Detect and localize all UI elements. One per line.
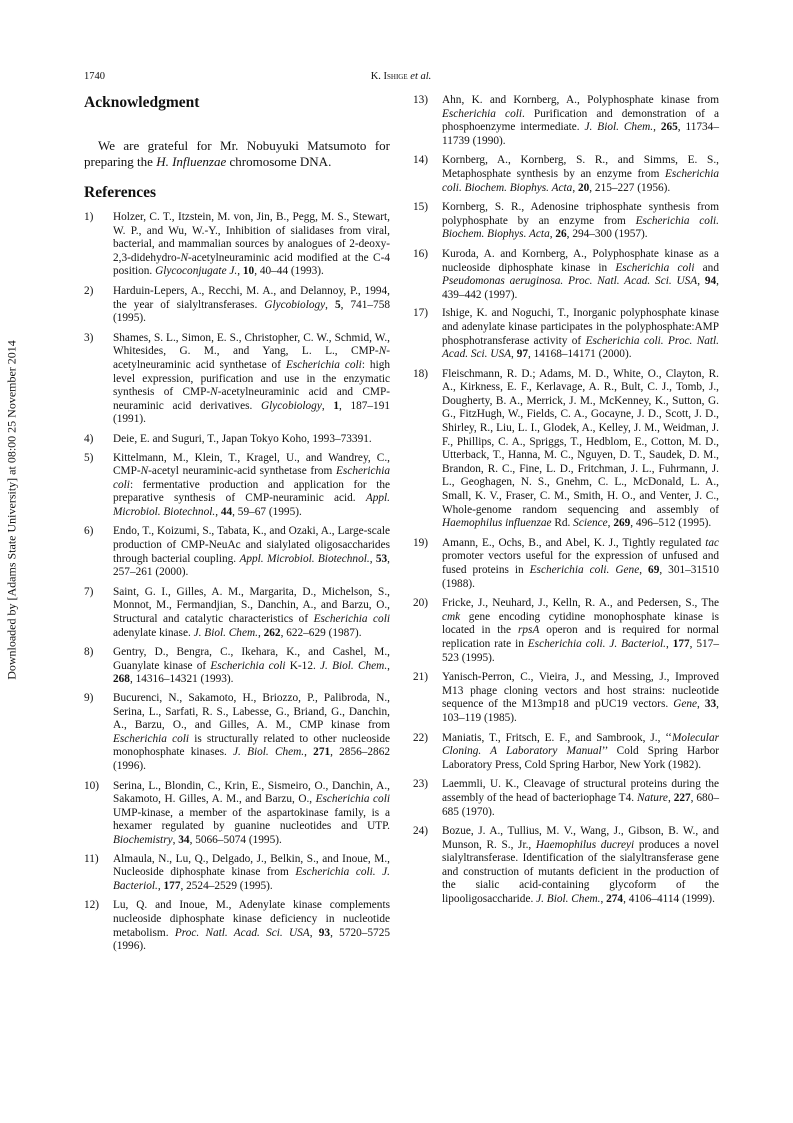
reference-volume: 94: [704, 275, 717, 288]
reference-number: 24): [413, 825, 429, 838]
reference-text: , 215–227 (1956).: [589, 181, 671, 194]
reference-text: is structurally related to other nucleoside monophosphate kinases.: [113, 732, 390, 759]
reference-text: Bucurenci, N., Sakamoto, H., Briozzo, P., Palibroda, N., Serina, L., Sarfati, R. S., Labesse, G., Briand, G., Danchin, A., Barzu, O., and Gilles, A. M., CMP kinase from: [113, 692, 390, 732]
reference-item: [84, 211, 390, 279]
reference-item: [413, 537, 719, 591]
reference-item: [413, 201, 719, 242]
reference-text: , 680–685 (1970).: [442, 791, 719, 818]
reference-number: 14): [413, 154, 429, 167]
reference-text: , 5720–5725 (1996).: [113, 926, 390, 953]
reference-text: , 622–629 (1987).: [280, 626, 362, 639]
reference-text: ,: [697, 698, 705, 711]
reference-text: K-12.: [285, 659, 321, 672]
reference-text: : fermentative production and application for the preparative synthesis of CMP-neuraminic acid.: [113, 478, 390, 505]
reference-italic-text: Escherichia coli: [210, 659, 286, 672]
reference-item: [84, 646, 390, 687]
reference-italic-text: Haemophilus influenzae: [442, 517, 552, 530]
reference-text: , 187–191 (1991).: [113, 399, 390, 426]
reference-volume: 69: [648, 564, 660, 576]
reference-text: -acetyl neuraminic-acid synthetase from: [148, 465, 337, 478]
reference-italic-text: N: [210, 386, 218, 399]
reference-volume: 177: [163, 879, 181, 892]
reference-list-left: [84, 211, 390, 954]
reference-text: , 14168–14171 (2000).: [527, 348, 632, 361]
reference-italic-text: N: [378, 345, 387, 358]
reference-number: 16): [413, 247, 429, 260]
reference-text: , 301–31510 (1988).: [442, 564, 720, 590]
reference-text: Fricke, J., Neuhard, J., Kelln, R. A., and Pedersen, S., The: [442, 597, 719, 610]
reference-text: ,: [325, 298, 335, 311]
reference-text: Harduin-Lepers, A., Recchi, M. A., and Delannoy, P., 1994, the year of sialyltransferases.: [113, 284, 390, 311]
reference-text: ,: [309, 926, 319, 939]
reference-italic-text: Escherichia coli: [285, 358, 362, 371]
reference-text: ,: [157, 879, 164, 892]
reference-item: [84, 692, 390, 774]
reference-italic-text: Pseudomonas aeruginosa. Proc. Natl. Acad. Sci. USA: [442, 275, 698, 288]
reference-text: , 741–758 (1995).: [113, 298, 390, 325]
reference-text: -acetylneuraminic acid modified at the C-4 position.: [113, 251, 390, 278]
reference-italic-text: J. Biol. Chem.: [193, 626, 258, 639]
reference-volume: 33: [704, 698, 717, 711]
reference-number: 9): [84, 692, 94, 704]
reference-italic-text: Escherichia coli: [113, 732, 190, 745]
running-head-author: K. Ishige: [370, 71, 408, 82]
running-header: [84, 71, 718, 85]
reference-number: 2): [84, 284, 94, 297]
reference-italic-text: Escherichia coli. Proc. Natl. Acad. Sci. USA: [442, 334, 719, 361]
reference-text: ,: [172, 833, 179, 846]
reference-volume: 97: [516, 348, 528, 361]
running-head: [84, 71, 718, 82]
reference-text: ,: [215, 505, 221, 518]
reference-text: Maniatis, T., Fritsch, E. F., and Sambrook, J., ‘‘: [442, 731, 672, 744]
reference-text: adenylate kinase.: [113, 626, 194, 639]
reference-text: ,: [667, 791, 674, 804]
reference-text: Shames, S. L., Simon, E. S., Christopher, C. W., Schmid, W., Whitesides, G. M., and Yang, L. L., CMP-: [113, 331, 390, 358]
reference-volume: 274: [606, 893, 624, 906]
reference-text: ,: [257, 626, 264, 639]
reference-italic-text: Escherichia coli: [113, 465, 390, 491]
reference-text: Deie, E. and Suguri, T., Japan Tokyo Koho, 1993–73391.: [113, 432, 372, 445]
reference-italic-text: J. Biol. Chem.: [320, 659, 388, 672]
reference-text: Kornberg, A., Kornberg, S. R., and Simms, E. S., Metaphosphate synthesis by an enzyme from: [442, 154, 719, 180]
reference-item: [84, 899, 390, 953]
reference-volume: 177: [672, 637, 690, 650]
reference-text: produces a novel sialyltransferase. Identification of the sialyltransferase gene and construction of mutants deficient in the production of the sialic acid-containing glycoform of the lipooligosaccharide.: [442, 838, 719, 906]
reference-item: [84, 780, 390, 848]
reference-italic-text: N: [180, 251, 188, 264]
reference-text: -acetylneuraminic acid synthetase of: [113, 345, 390, 371]
reference-volume: 265: [660, 121, 678, 134]
reference-volume: 53: [375, 552, 388, 565]
reference-italic-text: Proc. Natl. Acad. Sci. USA: [174, 926, 310, 939]
reference-text: Gentry, D., Bengra, C., Ikehara, K., and Cashel, M., Guanylate kinase of: [113, 646, 390, 672]
reference-number: 10): [84, 779, 100, 792]
reference-text: -acetylneuraminic acid and CMP-neuraminic acid derivatives.: [113, 386, 390, 412]
reference-text: ,: [600, 893, 607, 906]
reference-italic-text: Appl. Microbiol. Biotechnol.: [113, 492, 390, 518]
reference-item: [84, 285, 390, 326]
reference-text: Ishige, K. and Noguchi, T., Inorganic polyphosphate kinase and adenylate kinase participates in the polyphosphate:AMP phosphotransferase activity of: [442, 307, 719, 347]
acknowledgment-text-b: chromosome DNA.: [226, 154, 332, 169]
reference-volume: 262: [263, 626, 281, 639]
reference-list-right: [413, 94, 719, 907]
reference-italic-text: Escherichia coli. Gene: [529, 564, 640, 576]
reference-item: [413, 597, 719, 665]
reference-text: ,: [639, 564, 649, 576]
reference-italic-text: Science: [573, 517, 608, 530]
reference-number: 12): [84, 899, 100, 912]
reference-text: Lu, Q. and Inoue, M., Adenylate kinase complements nucleoside diphosphate kinase deficiency in nucleotide metabolism.: [113, 899, 390, 939]
reference-italic-text: cmk: [442, 610, 461, 623]
reference-italic-text: Appl. Microbiol. Biotechnol.: [239, 552, 370, 565]
reference-text: Kittelmann, M., Klein, T., Kragel, U., and Wandrey, C., CMP-: [113, 451, 390, 478]
reference-number: 19): [413, 536, 429, 549]
reference-text: Almaula, N., Lu, Q., Delgado, J., Belkin, S., and Inoue, M., Nucleoside diphosphate kinase from: [113, 852, 390, 879]
acknowledgment-text: [84, 138, 390, 170]
reference-item: [413, 671, 719, 725]
reference-italic-text: Biochemistry: [113, 833, 173, 846]
reference-text: Saint, G. I., Gilles, A. M., Margarita, D., Michelson, S., Monnot, M., Fermandjian, S., Danchin, A., and Barzu, O., Structural and catalytic characteristics of: [113, 585, 390, 626]
reference-number: 1): [84, 211, 94, 223]
reference-text: , 294–300 (1957).: [566, 228, 648, 241]
reference-italic-text: Glycobiology: [264, 298, 326, 311]
reference-text: ,: [321, 399, 334, 412]
acknowledgment-organism: H. Influenzae: [156, 154, 227, 169]
reference-text: Kornberg, S. R., Adenosine triphosphate synthesis from polyphosphate by an enzyme from: [442, 201, 719, 227]
reference-item: [413, 368, 719, 531]
reference-italic-text: Escherichia coli. Biochem. Biophys. Acta: [442, 167, 719, 194]
reference-text: Ahn, K. and Kornberg, A., Polyphosphate kinase from: [442, 94, 719, 106]
download-notice: [3, 0, 21, 1123]
reference-text: Fleischmann, R. D.; Adams, M. D., White, O., Clayton, R. A., Kirkness, E. F., Kerlavage, A. R., Bult, C. J., Tomb, J., Dougherty, B. A., Merrick, J. M., McKenney, K., Sutton, G. G., FitzHugh, W., Fields, C. A., Gocayne, J. D., Scott, J. D., Shirley, R., Liu, L. I., Glodek, A., Kelley, J. M., Weidman, J. F., Phillips, C. A., Spriggs, T., Hedblom, E., Cotton, M. D., Utterback, T., Hanna, M. C., Nguyen, D. T., Saudek, D. M., Brandon, R. C., Fine, L. D., Fritchman, J. L., Fuhrmann, J. L., Geoghagen, N. S., Gnehm, C. L., McDonald, L. A., Small, K. V., Fraser, C. M., Smith, H. O., and Venter, J. C., Whole-genome random sequencing and assembly of: [442, 367, 719, 516]
reference-text: , 11734–11739 (1990).: [442, 121, 719, 147]
reference-text: ,: [304, 746, 314, 759]
reference-item: [413, 154, 719, 195]
reference-italic-text: J. Biol. Chem.: [233, 746, 305, 759]
reference-italic-text: Glycobiology: [260, 399, 322, 412]
reference-text: ,: [237, 265, 243, 278]
reference-text: Rd.: [551, 517, 574, 530]
reference-item: [84, 452, 390, 520]
reference-item: [413, 778, 719, 819]
reference-number: 4): [84, 432, 94, 445]
reference-italic-text: tac: [705, 536, 719, 549]
reference-volume: 20: [577, 181, 590, 194]
reference-item: [84, 853, 390, 894]
reference-text: gene encoding cytidine monophosphate kinase is located in the: [442, 610, 719, 637]
reference-text: ,: [511, 348, 517, 361]
reference-number: 20): [413, 597, 429, 610]
reference-item: [413, 307, 719, 361]
reference-text: ,: [572, 181, 578, 194]
reference-italic-text: Nature: [636, 791, 668, 804]
reference-text: Yanisch-Perron, C., Vieira, J., and Messing, J., Improved M13 phage cloning vectors and host strains: nucleotide sequence of the M13mp18 and pUC19 vectors.: [442, 671, 719, 711]
reference-volume: 227: [673, 791, 691, 804]
references-heading: References: [84, 184, 157, 201]
reference-text: , 439–442 (1997).: [442, 275, 719, 301]
reference-text: Serina, L., Blondin, C., Krin, E., Sismeiro, O., Danchin, A., Sakamoto, H. Gilles, A. M., and Barzu, O.,: [113, 779, 390, 806]
reference-item: [413, 248, 719, 302]
reference-number: 15): [413, 201, 429, 214]
reference-italic-text: Escherichia coli: [615, 261, 695, 274]
reference-volume: 1: [333, 399, 339, 412]
reference-italic-text: J. Biol. Chem.: [584, 121, 654, 134]
reference-text: . Purification and demonstration of a phosphoenzyme intermediate.: [442, 107, 719, 134]
reference-text: ,: [697, 275, 705, 288]
reference-text: Holzer, C. T., Itzstein, M. von, Jin, B., Pegg, M. S., Stewart, W. P., and Wu, W.-Y., Inhibition of sialidases from viral, bacterial, and mammalian sources by analogues of 2-deoxy-2,3-didehydro-: [113, 211, 390, 264]
reference-text: , 4106–4114 (1999).: [623, 893, 715, 906]
reference-item: [84, 586, 390, 640]
reference-italic-text: Molecular Cloning. A Laboratory Manual: [442, 731, 719, 758]
reference-volume: 5: [334, 298, 341, 311]
acknowledgment-text-a: We are grateful for Mr. Nobuyuki Matsumoto for preparing the: [84, 138, 390, 169]
reference-text: promoter vectors useful for the expression of unfused and fused proteins in: [442, 550, 719, 576]
reference-italic-text: Haemophilus ducreyi: [535, 838, 635, 851]
reference-text: , 2856–2862 (1996).: [113, 746, 390, 772]
reference-text: ,: [387, 659, 390, 672]
reference-item: [84, 433, 390, 447]
reference-text: , 2524–2529 (1995).: [180, 879, 273, 892]
reference-text: ,: [665, 637, 673, 650]
reference-volume: 93: [318, 926, 331, 939]
reference-volume: 44: [220, 505, 233, 518]
reference-text: ,: [607, 517, 614, 530]
reference-text: ,: [549, 228, 556, 241]
reference-number: 23): [413, 778, 429, 791]
reference-number: 22): [413, 731, 429, 744]
reference-italic-text: Escherichia coli: [313, 613, 390, 626]
reference-text: and: [694, 261, 719, 274]
reference-italic-text: Escherichia coli. Biochem. Biophys. Acta: [442, 214, 720, 241]
reference-text: Amann, E., Ochs, B., and Abel, K. J., Tightly regulated: [442, 536, 706, 549]
left-column: [84, 94, 390, 960]
reference-volume: 10: [242, 265, 255, 278]
reference-volume: 271: [313, 746, 331, 759]
reference-text: ’’ Cold Spring Harbor Laboratory Press, Cold Spring Harbor, New York (1982).: [442, 745, 719, 771]
reference-number: 5): [84, 451, 94, 464]
reference-volume: 269: [613, 517, 631, 530]
reference-number: 21): [413, 671, 429, 684]
reference-number: 8): [84, 646, 94, 659]
reference-text: ,: [369, 552, 376, 565]
reference-text: Kuroda, A. and Kornberg, A., Polyphosphate kinase as a nucleoside diphosphate kinase in: [442, 247, 719, 274]
reference-text: operon and is required for normal replication rate in: [442, 624, 719, 650]
reference-italic-text: J. Biol. Chem.: [536, 893, 601, 906]
reference-volume: 268: [113, 673, 130, 686]
reference-item: [84, 525, 390, 579]
reference-italic-text: Escherichia coli: [315, 793, 390, 806]
page-number: 1740: [84, 71, 105, 82]
reference-number: 17): [413, 307, 429, 320]
reference-italic-text: Escherichia coli: [442, 107, 522, 120]
reference-number: 3): [84, 331, 94, 344]
reference-italic-text: Escherichia coli. J. Bacteriol.: [113, 866, 391, 892]
reference-number: 7): [84, 585, 94, 598]
reference-item: [84, 332, 390, 427]
reference-number: 11): [84, 852, 99, 865]
reference-volume: 26: [555, 228, 567, 241]
reference-text: Bozue, J. A., Tullius, M. V., Wang, J., Gibson, B. W., and Munson, R. S., Jr.,: [442, 825, 719, 851]
right-column: [413, 94, 719, 913]
reference-volume: 34: [178, 833, 190, 846]
reference-number: 6): [84, 525, 94, 538]
reference-number: 18): [413, 367, 429, 380]
reference-text: ,: [653, 121, 661, 134]
reference-text: UMP-kinase, a member of the aspartokinase family, is a hexamer regulated by guanine nucleotides and UTP.: [113, 806, 390, 833]
reference-text: Endo, T., Koizumi, S., Tabata, K., and Ozaki, A., Large-scale production of CMP-NeuAc and sialylated oligosaccharides through bacterial coupling.: [113, 525, 390, 565]
reference-number: 13): [413, 94, 429, 106]
reference-text: , 517–523 (1995).: [442, 637, 719, 664]
reference-text: : high level expression, purification and use in the enzymatic synthesis of CMP-: [113, 358, 390, 399]
reference-text: , 14316–14321 (1993).: [129, 673, 234, 686]
reference-text: , 103–119 (1985).: [442, 698, 719, 724]
reference-italic-text: N: [140, 465, 149, 478]
reference-italic-text: Glycoconjugate J.: [155, 265, 238, 278]
download-notice-text: Downloaded by [Adams State University] at 08:00 25 November 2014: [4, 340, 19, 680]
reference-italic-text: rpsA: [518, 624, 540, 637]
reference-text: , 496–512 (1995).: [630, 517, 712, 530]
reference-item: [413, 732, 719, 773]
reference-italic-text: Escherichia coli. J. Bacteriol.: [527, 637, 666, 650]
reference-italic-text: Gene: [673, 698, 698, 711]
reference-text: Laemmli, U. K., Cleavage of structural proteins during the assembly of the head of bacteriophage T4.: [442, 778, 719, 804]
running-head-etal: et al.: [407, 71, 432, 82]
reference-item: [413, 825, 719, 907]
reference-text: , 40–44 (1993).: [254, 265, 324, 278]
reference-text: , 59–67 (1995).: [232, 505, 302, 518]
reference-text: , 257–261 (2000).: [113, 552, 390, 579]
acknowledgment-heading: Acknowledgment: [84, 94, 200, 111]
reference-item: [413, 94, 719, 148]
reference-text: , 5066–5074 (1995).: [189, 833, 282, 846]
